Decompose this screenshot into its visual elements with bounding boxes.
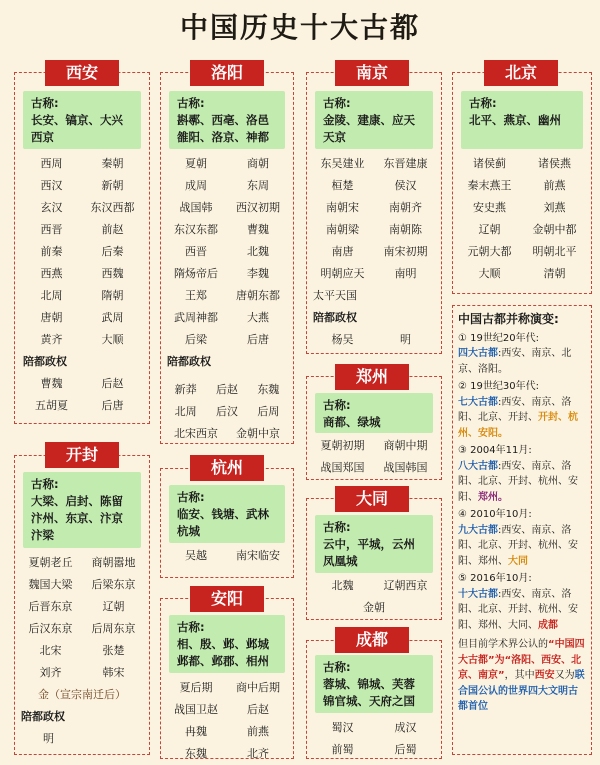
- kaifeng-tag: 开封: [45, 442, 119, 468]
- dynasty: 西晋: [40, 223, 63, 236]
- dynasty: 黄齐: [40, 333, 63, 346]
- dynasty: 西汉初期: [236, 201, 280, 214]
- ancient-label: 古称:: [469, 96, 497, 110]
- evolution-item-list: 西安、南京、洛阳、北京、开封、杭州、安阳、郑州、大同、: [458, 588, 578, 631]
- dynasty: 南朝宋: [326, 201, 359, 214]
- datong-tag: 大同: [335, 486, 409, 512]
- dynasty: 前秦: [40, 245, 63, 258]
- dynasty: 金朝: [363, 601, 385, 614]
- anyang-ancient-names: [169, 615, 285, 673]
- zhengzhou-card: [306, 376, 442, 480]
- dynasty: 成汉: [394, 721, 417, 734]
- dynasty: 西周: [40, 157, 63, 170]
- evolution-note: [458, 637, 586, 715]
- anyang-tag: 安阳: [190, 586, 264, 612]
- zhengzhou-ancient-names: [315, 393, 433, 433]
- dynasty: 后梁: [185, 333, 207, 346]
- dynasty: 武周: [101, 311, 124, 324]
- dynasty: 桓楚: [331, 179, 354, 192]
- evolution-item: [458, 379, 586, 441]
- datong-dynasty-list: [311, 575, 437, 619]
- regime: 金朝中京: [236, 427, 280, 440]
- dynasty: 后唐: [247, 333, 269, 346]
- dynasty: 隋朝: [101, 289, 124, 302]
- dynasty: 前蜀: [331, 743, 354, 756]
- dynasty: 后蜀: [394, 743, 417, 756]
- hangzhou-ancient-text: 临安、钱塘、武林杭城: [177, 507, 269, 538]
- dynasty: 北魏: [247, 245, 269, 258]
- dynasty: 后周东京: [91, 622, 136, 635]
- dynasty: 前赵: [101, 223, 124, 236]
- ancient-label: 古称:: [323, 96, 351, 110]
- xian-ancient-names: [23, 91, 141, 149]
- ancient-label: 古称:: [177, 490, 205, 504]
- dynasty: 蜀汉: [331, 721, 354, 734]
- note-text: ，其中: [504, 670, 535, 681]
- evolution-item-tag: 四大古都: [458, 348, 498, 359]
- dynasty: 夏朝初期: [320, 439, 365, 452]
- hangzhou-dynasty-list: [165, 545, 289, 567]
- dynasty: 秦朝: [101, 157, 124, 170]
- regime: 后赵: [101, 377, 124, 390]
- evolution-item: [458, 443, 586, 505]
- dynasty: 唐朝: [40, 311, 63, 324]
- dynasty: 金朝中都: [532, 223, 577, 236]
- dynasty: 太平天国: [313, 289, 357, 302]
- nanjing-card: [306, 72, 442, 354]
- evolution-item-list: 西安、南京、洛阳、北京、开封、杭州、安阳、郑州、: [458, 524, 578, 567]
- regime: 曹魏: [40, 377, 63, 390]
- dynasty: 大顺: [478, 267, 501, 280]
- dynasty: 后晋东京: [28, 600, 73, 613]
- dynasty: 大燕: [247, 311, 269, 324]
- dynasty: 新朝: [101, 179, 124, 192]
- luoyang-dynasty-list: [165, 153, 289, 373]
- dynasty: 南朝梁: [326, 223, 359, 236]
- dynasty: 东魏: [185, 747, 207, 760]
- regime-label: 陪都政权: [21, 710, 65, 723]
- regime: 五胡夏: [35, 399, 68, 412]
- luoyang-ancient-text: 斟鄩、西亳、洛邑雒阳、洛京、神都: [177, 113, 269, 144]
- evolution-panel: [452, 305, 592, 755]
- dynasty: 王郑: [185, 289, 207, 302]
- dynasty: 夏朝: [185, 157, 207, 170]
- evolution-item-head: ⑤ 2016年10月:: [458, 573, 532, 584]
- evolution-title: 中国古都并称演变:: [458, 312, 559, 326]
- chengdu-card: [306, 640, 442, 759]
- evolution-item-new: 大同: [508, 555, 528, 567]
- evolution-item-list: 西安、南京、洛阳、北京、开封、: [458, 396, 572, 423]
- evolution-item-sep: :: [498, 348, 502, 359]
- evolution-item-new: 成都: [538, 619, 558, 631]
- kaifeng-ancient-text: 大梁、启封、陈留汴州、东京、汴京汴梁: [31, 494, 123, 542]
- xian-card: [14, 72, 150, 424]
- dynasty: 韩宋: [102, 666, 125, 679]
- dynasty: 东周: [247, 179, 269, 192]
- evolution-item-tag: 七大古都: [458, 396, 498, 408]
- page-title: 中国历史十大古都: [179, 11, 420, 44]
- evolution-item-head: ④ 2010年10月:: [458, 509, 532, 520]
- evolution-item: [458, 507, 586, 569]
- dynasty: 辽朝: [102, 600, 125, 613]
- dynasty: 东汉西都: [90, 201, 135, 214]
- dynasty: 刘燕: [543, 201, 566, 214]
- luoyang-regime-list-2: [165, 423, 289, 445]
- dynasty: 东吴建业: [320, 157, 365, 170]
- dynasty: 东汉东都: [174, 223, 218, 236]
- dynasty: 武周神都: [174, 311, 218, 324]
- ancient-label: 古称:: [31, 477, 59, 491]
- dynasty: 前燕: [247, 725, 269, 738]
- hangzhou-card: [160, 468, 294, 578]
- beijing-ancient-names: [461, 91, 583, 149]
- regime: 后唐: [101, 399, 124, 412]
- regime-label: 陪都政权: [313, 311, 357, 324]
- luoyang-tag: 洛阳: [190, 60, 264, 86]
- dynasty: 西晋: [185, 245, 207, 258]
- evolution-item-tag: 九大古都: [458, 524, 498, 536]
- regime: 北宋西京: [174, 427, 218, 440]
- dynasty: 战国郑国: [320, 461, 365, 474]
- evolution-item-new: 开封、杭州、安阳。: [458, 412, 578, 439]
- dynasty: 刘齐: [39, 666, 62, 679]
- dynasty: 南明: [394, 267, 417, 280]
- nanjing-dynasty-list: [311, 153, 437, 351]
- dynasty: 辽朝: [478, 223, 501, 236]
- dynasty: 南宋临安: [236, 549, 280, 562]
- dynasty: 魏国大梁: [28, 578, 73, 591]
- dynasty: 西汉: [40, 179, 63, 192]
- evolution-item-sep: :: [498, 460, 502, 472]
- regime: 东魏: [257, 383, 280, 396]
- evolution-item-sep: :: [498, 588, 502, 600]
- regime-label: 陪都政权: [23, 355, 67, 368]
- dynasty: 南宋初期: [383, 245, 428, 258]
- dynasty: 吴越: [185, 549, 207, 562]
- dynasty: 南朝齐: [389, 201, 422, 214]
- ancient-label: 古称:: [31, 96, 59, 110]
- dynasty: 商朝嚣地: [91, 556, 136, 569]
- dynasty: 大顺: [101, 333, 124, 346]
- xian-ancient-text: 长安、镐京、大兴西京: [31, 113, 123, 144]
- datong-ancient-text: 云中，平城，云州凤凰城: [323, 537, 415, 568]
- dynasty: 北宋: [39, 644, 62, 657]
- dynasty: 隋炀帝后: [174, 267, 218, 280]
- dynasty: 元朝大都: [467, 245, 512, 258]
- chengdu-ancient-text: 蓉城、锦城、芙蓉锦官城、天府之国: [323, 677, 415, 708]
- luoyang-card: [160, 72, 294, 444]
- dynasty: 南朝陈: [389, 223, 422, 236]
- dynasty: 侯汉: [394, 179, 417, 192]
- regime: 后汉: [215, 405, 238, 418]
- datong-ancient-names: [315, 515, 433, 573]
- dynasty: 张楚: [102, 644, 125, 657]
- luoyang-ancient-names: [169, 91, 285, 149]
- note-text: 又为: [554, 670, 575, 681]
- chengdu-tag: 成都: [335, 627, 409, 653]
- dynasty: 战国韩国: [383, 461, 428, 474]
- anyang-ancient-text: 相、殷、邺、邺城邺都、邺郡、相州: [177, 637, 269, 668]
- evolution-item-head: ② 19世纪30年代:: [458, 381, 539, 392]
- dynasty: 战国韩: [179, 201, 213, 214]
- hangzhou-ancient-names: [169, 485, 285, 543]
- beijing-card: [452, 72, 592, 294]
- dynasty: 辽朝西京: [383, 579, 428, 592]
- zhengzhou-ancient-text: 商都、绿城: [323, 415, 381, 429]
- dynasty: 战国卫赵: [174, 703, 218, 716]
- nanjing-ancient-text: 金陵、建康、应天天京: [323, 113, 415, 144]
- regime: 杨吴: [331, 333, 354, 346]
- dynasty: 诸侯蓟: [473, 157, 506, 170]
- chengdu-dynasty-list: [311, 717, 437, 761]
- dynasty: 南唐: [331, 245, 354, 258]
- evolution-item: [458, 571, 586, 633]
- dynasty: 明朝北平: [532, 245, 577, 258]
- nanjing-ancient-names: [315, 91, 433, 149]
- ancient-label: 古称:: [177, 96, 205, 110]
- dynasty: 成周: [185, 179, 207, 192]
- dynasty: 唐朝东都: [236, 289, 280, 302]
- evolution-item-head: ③ 2004年11月:: [458, 445, 532, 456]
- datong-card: [306, 498, 442, 620]
- dynasty: 清朝: [543, 267, 566, 280]
- kaifeng-card: [14, 455, 150, 755]
- dynasty: 曹魏: [247, 223, 269, 236]
- dynasty: 商朝: [247, 157, 269, 170]
- evolution-item-sep: :: [498, 524, 502, 536]
- dynasty: 诸侯燕: [538, 157, 571, 170]
- dynasty: 商朝中期: [383, 439, 428, 452]
- dynasty: 冉魏: [185, 725, 207, 738]
- note-text: 但目前学术界公认的: [458, 639, 548, 650]
- dynasty: 东晋建康: [383, 157, 428, 170]
- dynasty: 后梁东京: [91, 578, 136, 591]
- dynasty: 前燕: [543, 179, 566, 192]
- dynasty: 后秦: [101, 245, 124, 258]
- nanjing-tag: 南京: [335, 60, 409, 86]
- chengdu-ancient-names: [315, 655, 433, 713]
- evolution-item-head: ① 19世纪20年代:: [458, 332, 539, 344]
- dynasty: 后汉东京: [28, 622, 73, 635]
- evolution-item-sep: :: [498, 396, 502, 408]
- dynasty: 李魏: [247, 267, 269, 280]
- evolution-item-tag: 八大古都: [458, 460, 498, 472]
- anyang-card: [160, 598, 294, 759]
- dynasty: 明朝应天: [320, 267, 365, 280]
- dynasty: 西魏: [101, 267, 124, 280]
- ancient-label: 古称:: [177, 620, 205, 634]
- regime: 北周: [174, 405, 197, 418]
- dynasty: 安史燕: [473, 201, 506, 214]
- luoyang-regime-list: [165, 379, 289, 423]
- dynasty: 夏朝老丘: [28, 556, 73, 569]
- dynasty: 西燕: [40, 267, 63, 280]
- evolution-item-list: 西安、南京、洛阳、北京、开封、杭州、安阳、: [458, 460, 578, 503]
- note-text: 联合国公认的世界四大文明古都首位: [458, 670, 585, 712]
- beijing-ancient-text: 北平、燕京、幽州: [469, 113, 561, 127]
- ancient-label: 古称:: [323, 398, 351, 412]
- regime: 新莽: [174, 383, 197, 396]
- hangzhou-tag: 杭州: [190, 455, 264, 481]
- zhengzhou-dynasty-list: [311, 435, 437, 479]
- dynasty: 后赵: [247, 703, 269, 716]
- regime-label: 陪都政权: [167, 355, 211, 368]
- beijing-dynasty-list: [457, 153, 587, 285]
- note-text: “中国四大古都”为“洛阳、西安、北京、南京”: [458, 639, 585, 681]
- dynasty: 金（宣宗南迁后）: [38, 688, 126, 701]
- note-text: 西安: [534, 670, 555, 681]
- anyang-dynasty-list: [165, 677, 289, 765]
- xian-dynasty-list: [21, 153, 143, 417]
- dynasty: 玄汉: [40, 201, 63, 214]
- evolution-item-tag: 十大古都: [458, 588, 498, 600]
- dynasty: 秦末燕王: [467, 179, 512, 192]
- dynasty: 商中后期: [236, 681, 280, 694]
- evolution-item-list: 西安、南京、北京、洛阳。: [458, 348, 572, 375]
- evolution-item: [458, 331, 586, 378]
- beijing-tag: 北京: [484, 60, 558, 86]
- zhengzhou-tag: 郑州: [335, 364, 409, 390]
- xian-tag: 西安: [45, 60, 119, 86]
- kaifeng-dynasty-list: [19, 552, 145, 750]
- dynasty: 北齐: [247, 747, 269, 760]
- regime: 后周: [257, 405, 280, 418]
- dynasty: 夏后期: [179, 681, 213, 694]
- dynasty: 北魏: [331, 579, 354, 592]
- ancient-label: 古称:: [323, 520, 351, 534]
- evolution-item-new: 郑州。: [478, 491, 508, 503]
- dynasty: 北周: [40, 289, 63, 302]
- ancient-label: 古称:: [323, 660, 351, 674]
- regime: 明: [400, 333, 411, 346]
- regime: 后赵: [215, 383, 238, 396]
- kaifeng-ancient-names: [23, 472, 141, 548]
- regime: 明: [43, 732, 54, 745]
